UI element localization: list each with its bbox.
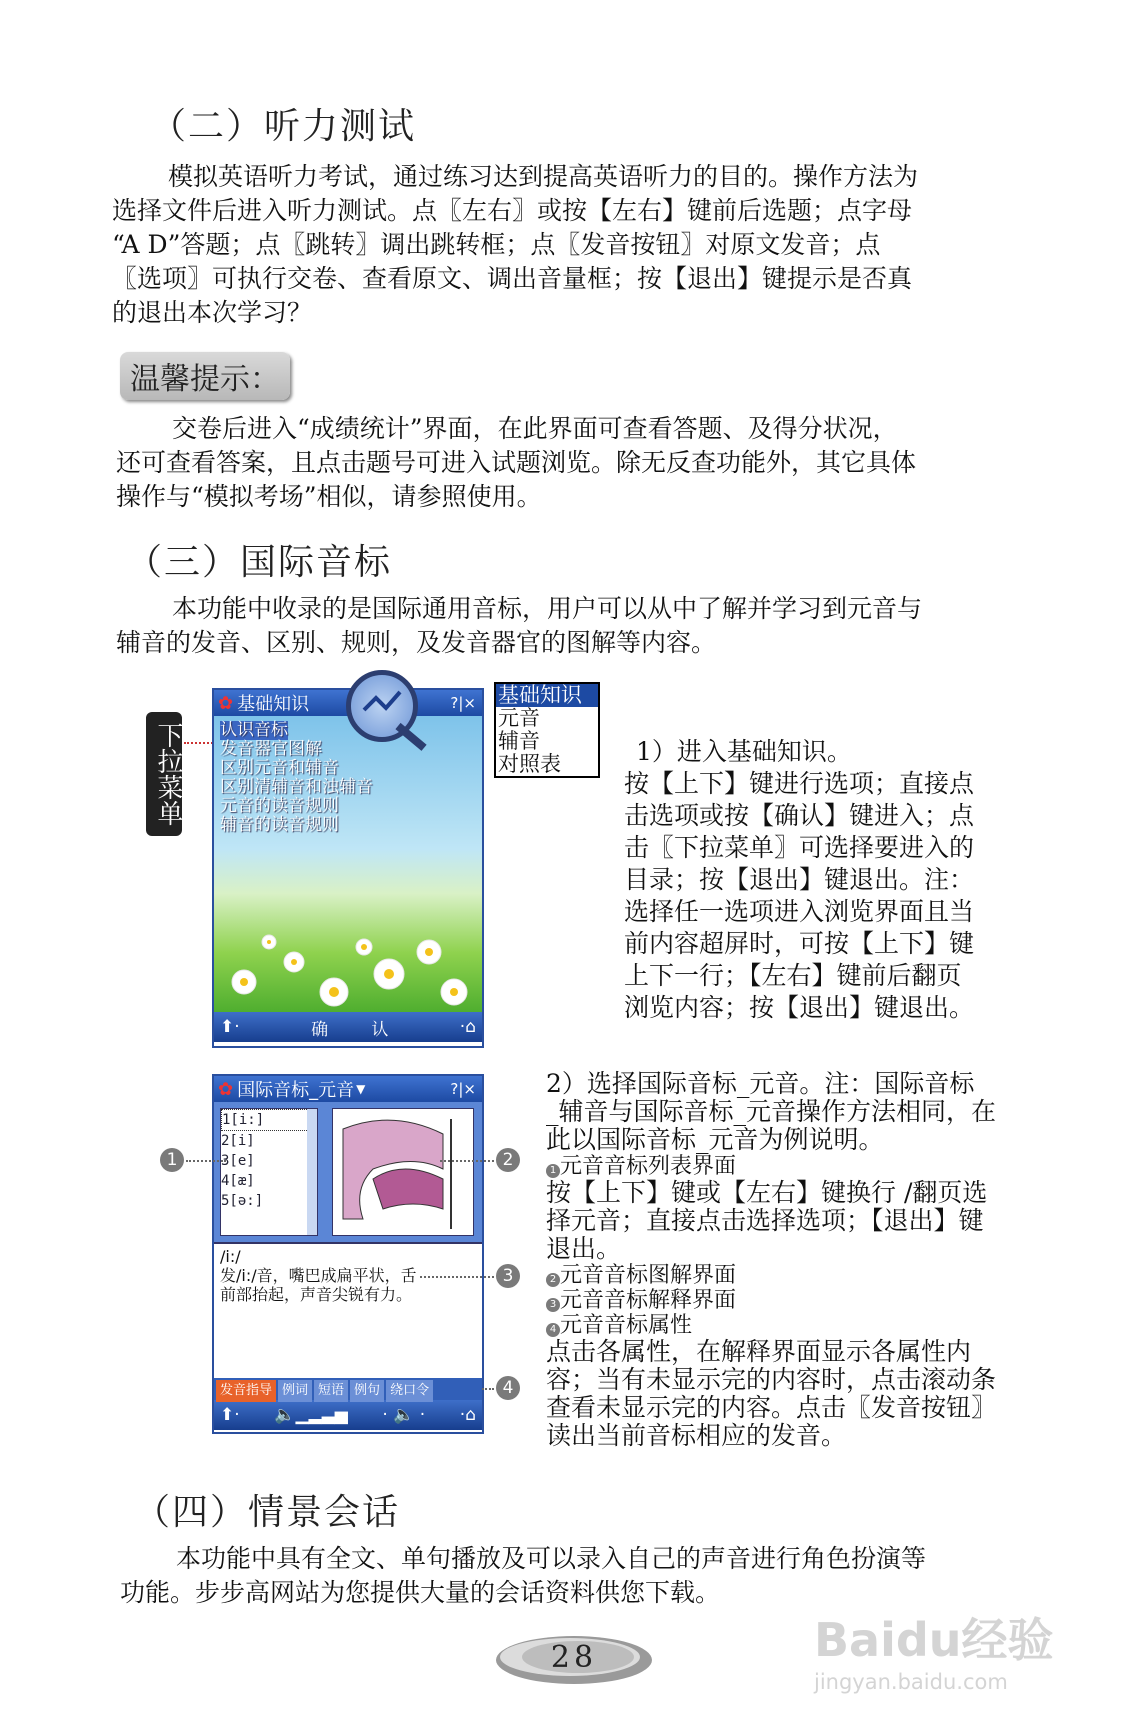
item-4: 4 元音音标属性	[546, 1313, 1042, 1338]
tip-label: 温馨提示：	[120, 352, 290, 400]
para-line: 模拟英语听力考试，通过练习达到提高英语听力的目的。操作方法为	[168, 162, 919, 191]
vowel-list-item[interactable]: 3[e]	[221, 1153, 255, 1169]
exit-icon[interactable]: ·⌂	[459, 1405, 476, 1425]
item-1: 1 元音音标列表界面	[546, 1154, 1042, 1179]
tip-line: 交卷后进入“成绩统计”界面，在此界面可查看答题、及得分状况，	[172, 414, 898, 443]
watermark-brand: Baidu经验	[814, 1613, 1054, 1667]
para-line: 本功能中收录的是国际通用音标，用户可以从中了解并学习到元音与	[172, 594, 923, 623]
desc-line: 按【上下】键进行选项；直接点	[624, 769, 975, 798]
para-line: “A D”答题；点〖跳转〗调出跳转框；点〖发音按钮〗对原文发音；点	[112, 230, 881, 259]
desc-line: 目录；按【退出】键退出。注：	[624, 865, 975, 894]
para-line: 〖选项〗可执行交卷、查看原文、调出音量框；按【退出】键提示是否真	[112, 264, 913, 293]
tab-pronunciation-guide[interactable]: 发音指导	[216, 1380, 276, 1402]
upper-panels	[214, 1102, 482, 1242]
scrollbar[interactable]	[307, 1109, 317, 1235]
desc-line: 按【上下】键或【左右】键换行 /翻页选	[546, 1178, 988, 1207]
desc-line: 击选项或按【确认】键进入；点	[624, 801, 975, 830]
dialogue-paragraph	[120, 1542, 1040, 1610]
dropdown-menu-side-label: 下拉菜单	[146, 712, 182, 836]
tip-line: 操作与“模拟考场”相似，请参照使用。	[116, 482, 542, 511]
marker-line	[482, 1388, 494, 1390]
title-bar	[214, 1076, 482, 1102]
item-3: 3 元音音标解释界面	[546, 1288, 1042, 1313]
phonetics-paragraph	[116, 592, 1036, 660]
dropdown-list	[494, 682, 600, 778]
desc-line: 上下一行；【左右】键前后翻页	[624, 961, 962, 990]
section-heading-listening: （二）听力测试	[150, 106, 417, 147]
desc-line: 查看未显示完的内容。点击〖发音按钮〗	[546, 1393, 997, 1422]
desc-line: 前内容超屏时，可按【上下】键	[624, 929, 975, 958]
marker-line	[440, 1160, 494, 1162]
marker-2: 2	[496, 1148, 520, 1172]
marker-line	[420, 1276, 494, 1278]
explain-line: /i:/	[220, 1247, 241, 1266]
vowel-list-item[interactable]: 4[æ]	[221, 1173, 255, 1189]
chevron-down-icon[interactable]: ▼	[356, 1082, 366, 1096]
confirm-button[interactable]: 确 认	[311, 1019, 389, 1040]
home-icon[interactable]: ⬆·	[220, 1017, 240, 1037]
desc-line: 退出。	[546, 1234, 622, 1263]
fig1-description	[624, 736, 1044, 1024]
desc-line: _辅音与国际音标_元音操作方法相同，在	[546, 1097, 997, 1126]
vowel-list-item[interactable]: 5[ə:]	[221, 1193, 264, 1209]
vowel-list-panel[interactable]	[220, 1108, 318, 1236]
help-close-icons[interactable]: ?|×	[450, 694, 476, 712]
menu-item[interactable]: 元音的读音规则	[220, 796, 339, 816]
screen-title[interactable]: 国际音标_元音	[237, 1080, 355, 1101]
tip-line: 还可查看答案，且点击题号可进入试题浏览。除无反查功能外，其它具体	[116, 448, 917, 477]
desc-line: 选择任一选项进入浏览界面且当	[624, 897, 975, 926]
marker-1: 1	[160, 1148, 184, 1172]
menu-item[interactable]: 认识音标	[220, 720, 288, 740]
vowel-list-item[interactable]: 1[i:]	[221, 1109, 317, 1131]
menu-area	[214, 716, 482, 1012]
marker-line	[186, 1160, 226, 1162]
section-heading-phonetics: （三）国际音标	[126, 542, 393, 583]
bottom-bar	[214, 1012, 482, 1042]
volume-icon[interactable]: 🔈▁▂▃▅	[274, 1405, 348, 1425]
desc-line: 击〖下拉菜单〗可选择要进入的	[624, 833, 975, 862]
item-2: 2 元音音标图解界面	[546, 1263, 1042, 1288]
explain-line: 发/i:/音，嘴巴成扁平状，舌	[220, 1266, 417, 1285]
para-line: 功能。步步高网站为您提供大量的会话资料供您下载。	[120, 1578, 721, 1607]
para-line: 选择文件后进入听力测试。点〖左右〗或按【左右】键前后选题；点字母	[112, 196, 913, 225]
dropdown-item[interactable]: 基础知识	[496, 684, 598, 707]
exit-icon[interactable]: ·⌂	[459, 1017, 476, 1037]
app-logo-icon: ✿	[218, 1078, 234, 1100]
daisy-field-image	[214, 922, 482, 1012]
attribute-tabs	[214, 1378, 482, 1400]
mouth-diagram-image	[333, 1109, 473, 1235]
page-number: 28	[550, 1640, 598, 1675]
watermark-url: jingyan.baidu.com	[814, 1670, 1008, 1694]
listening-paragraph	[112, 160, 1032, 330]
menu-item[interactable]: 区别元音和辅音	[220, 758, 339, 778]
dropdown-item[interactable]: 元音	[498, 706, 540, 730]
menu-item[interactable]: 辅音的读音规则	[220, 815, 339, 835]
tab-example-words[interactable]: 例词	[278, 1380, 312, 1402]
vowel-diagram-panel	[332, 1108, 474, 1236]
para-line: 辅音的发音、区别、规则，及发音器官的图解等内容。	[116, 628, 717, 657]
dropdown-item[interactable]: 辅音	[498, 729, 540, 753]
basic-knowledge-screen	[212, 688, 484, 1048]
desc-line: 1）进入基础知识。	[636, 737, 852, 766]
tab-phrases[interactable]: 短语	[314, 1380, 348, 1402]
desc-line: 浏览内容；按【退出】键退出。	[624, 993, 975, 1022]
desc-line: 择元音；直接点击选择选项；【退出】键	[546, 1206, 984, 1235]
bottom-bar	[214, 1400, 482, 1430]
tip-paragraph	[116, 412, 1036, 514]
tab-tongue-twister[interactable]: 绕口令	[386, 1380, 433, 1402]
desc-line: 2）选择国际音标_元音。注：国际音标	[546, 1069, 975, 1098]
home-icon[interactable]: ⬆·	[220, 1405, 240, 1425]
tab-example-sentences[interactable]: 例句	[350, 1380, 384, 1402]
app-logo-icon: ✿	[218, 692, 234, 714]
desc-line: 此以国际音标_元音为例说明。	[546, 1125, 884, 1154]
speaker-icon[interactable]: · 🔈 ·	[382, 1405, 426, 1425]
para-line: 本功能中具有全文、单句播放及可以录入自己的声音进行角色扮演等	[176, 1544, 927, 1573]
dropdown-item[interactable]: 对照表	[498, 752, 561, 776]
screen-title[interactable]: 基础知识	[237, 694, 310, 715]
page-number-badge	[494, 1630, 654, 1688]
explain-line: 前部抬起，声音尖锐有力。	[220, 1285, 413, 1304]
marker-4: 4	[496, 1376, 520, 1400]
desc-line: 点击各属性，在解释界面显示各属性内	[546, 1337, 972, 1366]
section-heading-dialogue: （四）情景会话	[134, 1492, 401, 1533]
help-close-icons[interactable]: ?|×	[450, 1080, 476, 1098]
para-line: 的退出本次学习？	[112, 298, 313, 327]
menu-item[interactable]: 发音器官图解	[220, 739, 322, 759]
explanation-panel	[214, 1242, 482, 1378]
baidu-watermark	[814, 1604, 1074, 1694]
vowel-list-item[interactable]: 2[i]	[221, 1133, 255, 1149]
menu-item[interactable]: 区别清辅音和浊辅音	[220, 777, 373, 797]
marker-3: 3	[496, 1264, 520, 1288]
desc-line: 读出当前音标相应的发音。	[546, 1421, 847, 1450]
phonetics-vowel-screen	[212, 1074, 484, 1434]
fig2-description	[546, 1070, 1042, 1450]
desc-line: 容；当有未显示完的内容时，点击滚动条	[546, 1365, 997, 1394]
